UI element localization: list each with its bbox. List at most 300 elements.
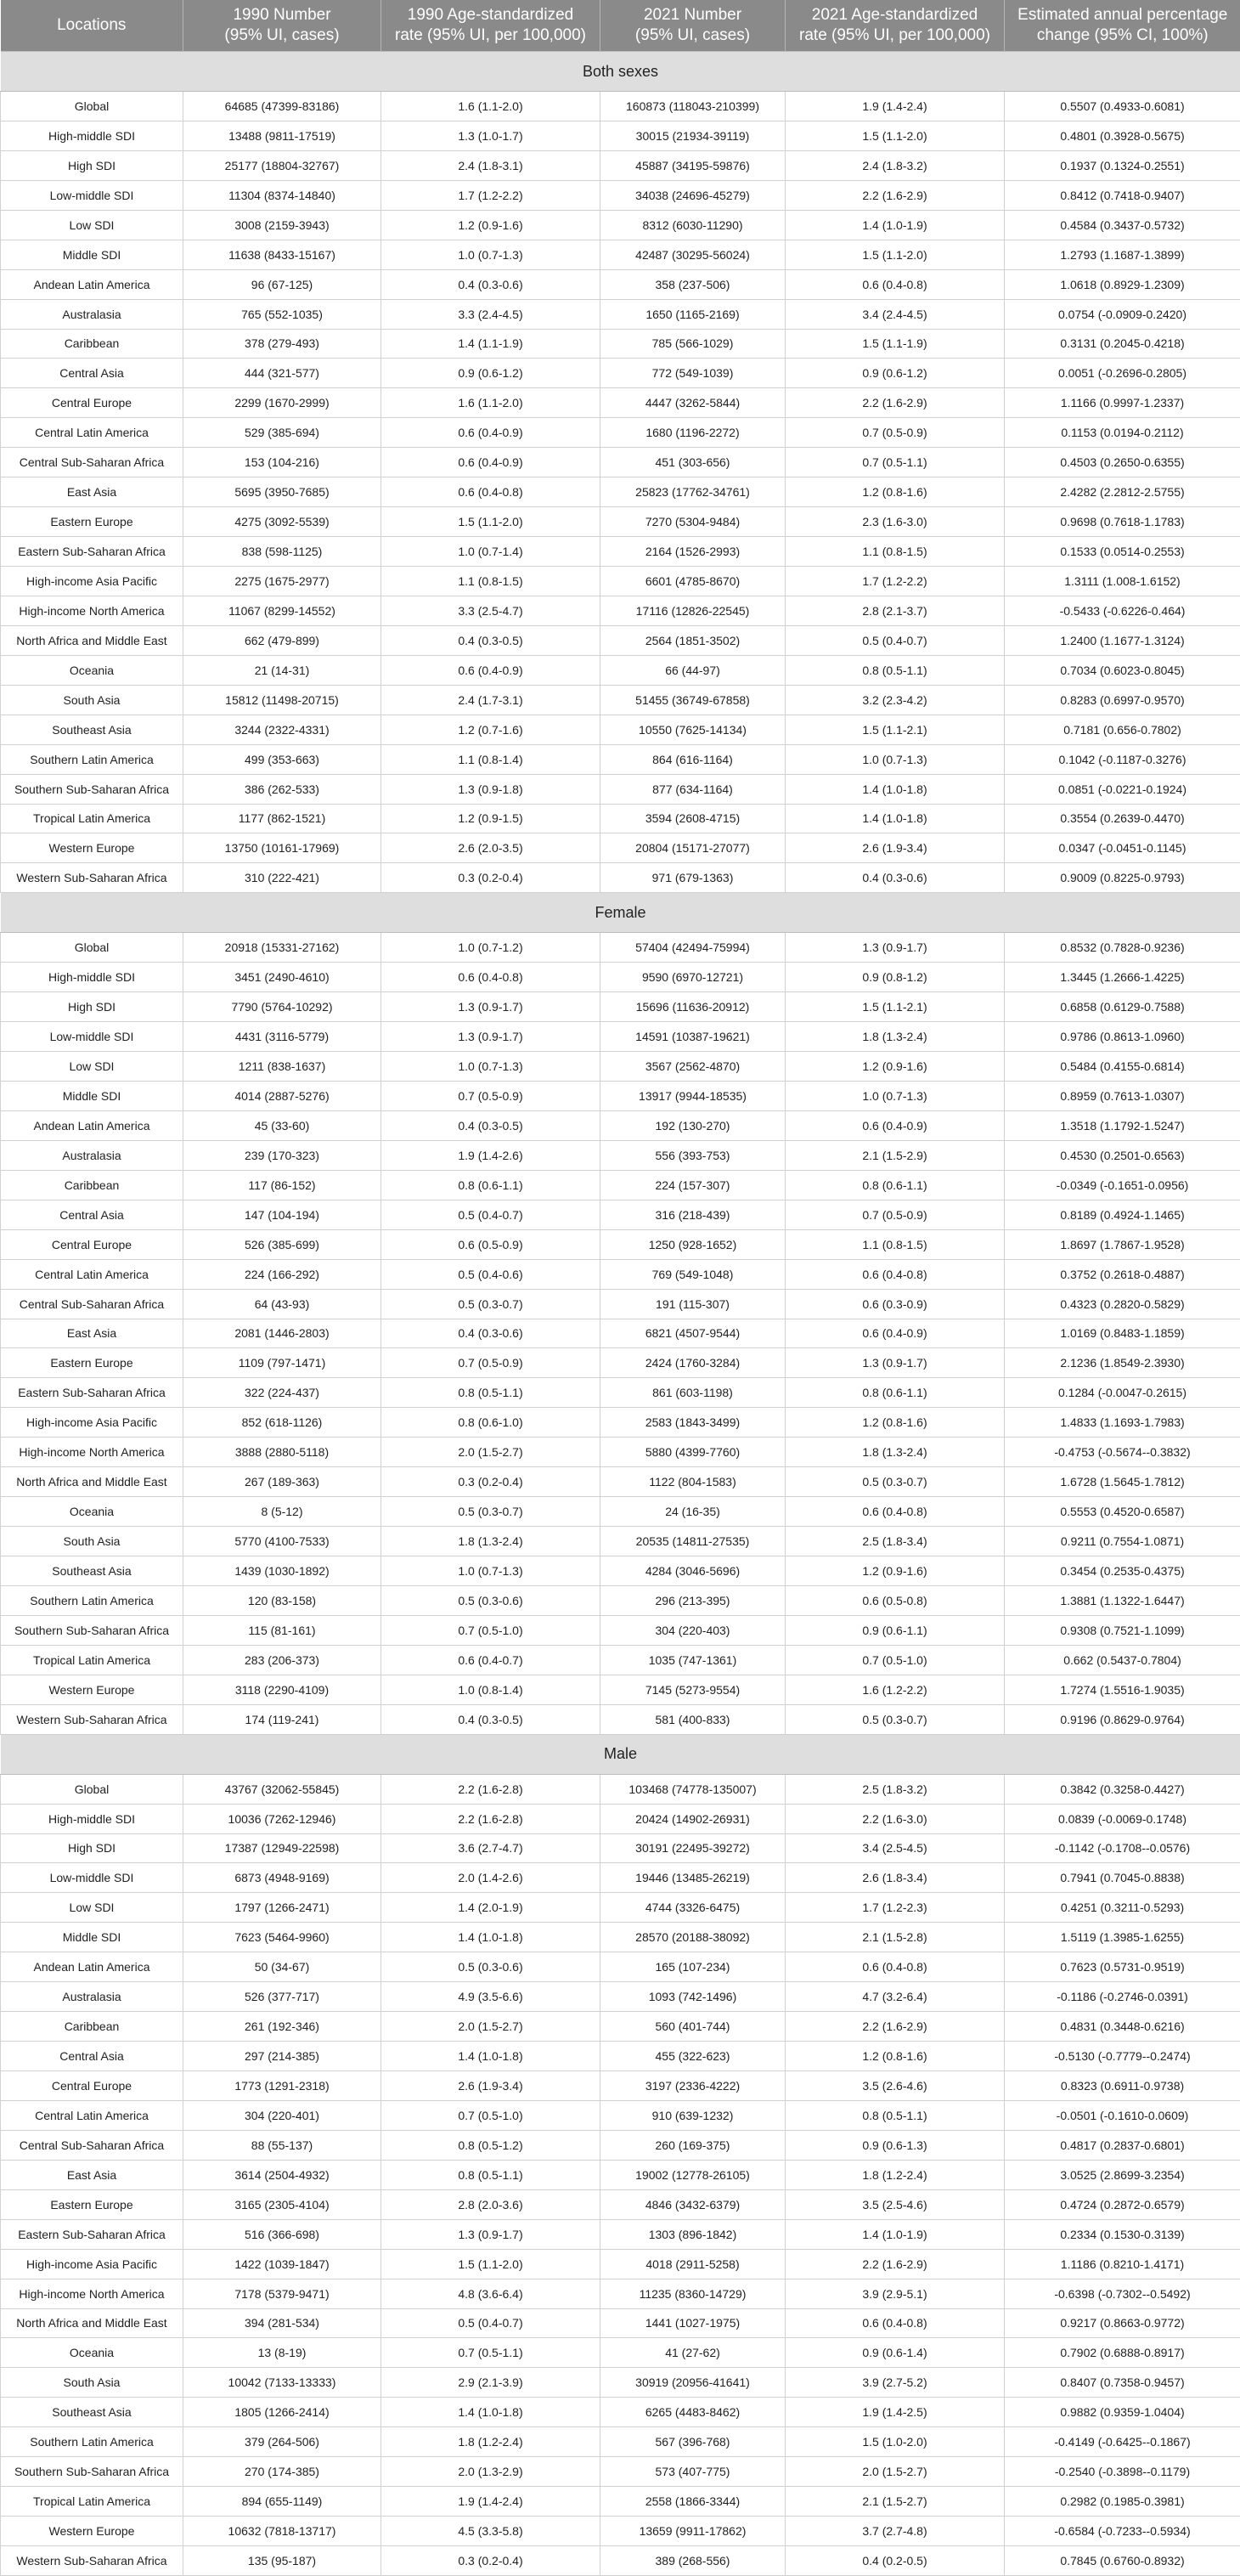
value-cell: 1.0 (0.7-1.3): [381, 1556, 600, 1586]
table-row: [1, 2517, 1240, 2546]
value-cell: -0.6584 (-0.7233--0.5934): [1005, 2517, 1240, 2546]
value-cell: 7790 (5764-10292): [183, 992, 381, 1022]
table-row: [1, 1645, 1240, 1675]
value-cell: 5770 (4100-7533): [183, 1527, 381, 1556]
location-cell: High-income Asia Pacific: [1, 1408, 183, 1438]
value-cell: 0.9 (0.6-1.2): [381, 359, 600, 388]
location-cell: Western Sub-Saharan Africa: [1, 2546, 183, 2576]
value-cell: 0.5 (0.4-0.7): [786, 625, 1005, 655]
location-cell: High-middle SDI: [1, 121, 183, 150]
value-cell: 10550 (7625-14134): [600, 715, 786, 744]
value-cell: 0.7623 (0.5731-0.9519): [1005, 1952, 1240, 1982]
table-row: [1, 2219, 1240, 2249]
value-cell: 0.3131 (0.2045-0.4218): [1005, 329, 1240, 359]
value-cell: 0.7 (0.5-1.0): [786, 1645, 1005, 1675]
header-line: rate (95% UI, per 100,000): [395, 26, 586, 44]
value-cell: 1.3 (1.0-1.7): [381, 121, 600, 150]
value-cell: 0.7902 (0.6888-0.8917): [1005, 2338, 1240, 2368]
table-row: [1, 1170, 1240, 1200]
value-cell: 1650 (1165-2169): [600, 299, 786, 329]
table-row: [1, 1615, 1240, 1645]
table-row: [1, 1289, 1240, 1319]
table-row: [1, 180, 1240, 210]
value-cell: 3.6 (2.7-4.7): [381, 1833, 600, 1863]
value-cell: 2.9 (2.1-3.9): [381, 2368, 600, 2398]
table-row: [1, 1833, 1240, 1863]
value-cell: 0.8 (0.6-1.0): [381, 1408, 600, 1438]
location-cell: Middle SDI: [1, 1923, 183, 1952]
header-line: 1990 Number: [233, 6, 330, 24]
value-cell: 0.9786 (0.8613-1.0960): [1005, 1022, 1240, 1052]
value-cell: 0.8 (0.5-1.1): [381, 1378, 600, 1408]
table-row: [1, 863, 1240, 893]
value-cell: 30919 (20956-41641): [600, 2368, 786, 2398]
table-row: [1, 2546, 1240, 2576]
location-cell: Central Sub-Saharan Africa: [1, 1289, 183, 1319]
value-cell: 3197 (2336-4222): [600, 2071, 786, 2101]
value-cell: 20424 (14902-26931): [600, 1804, 786, 1833]
table-row: [1, 1229, 1240, 1259]
value-cell: 838 (598-1125): [183, 537, 381, 567]
value-cell: 3614 (2504-4932): [183, 2160, 381, 2189]
value-cell: 3.9 (2.7-5.2): [786, 2368, 1005, 2398]
table-row: [1, 1259, 1240, 1289]
value-cell: 526 (377-717): [183, 1982, 381, 2012]
table-row: [1, 507, 1240, 537]
value-cell: 1.0 (0.7-1.3): [381, 240, 600, 269]
value-cell: 0.1937 (0.1324-0.2551): [1005, 150, 1240, 180]
location-cell: Low-middle SDI: [1, 180, 183, 210]
value-cell: 2.0 (1.3-2.9): [381, 2457, 600, 2487]
value-cell: 894 (655-1149): [183, 2487, 381, 2517]
location-cell: Andean Latin America: [1, 1952, 183, 1982]
location-cell: Western Sub-Saharan Africa: [1, 863, 183, 893]
value-cell: 10036 (7262-12946): [183, 1804, 381, 1833]
value-cell: 0.4584 (0.3437-0.5732): [1005, 210, 1240, 240]
value-cell: 2.2 (1.6-2.9): [786, 180, 1005, 210]
value-cell: 0.5 (0.4-0.7): [381, 1200, 600, 1229]
value-cell: 772 (549-1039): [600, 359, 786, 388]
location-cell: Southeast Asia: [1, 2398, 183, 2427]
value-cell: 322 (224-437): [183, 1378, 381, 1408]
value-cell: 2.6 (1.9-3.4): [381, 2071, 600, 2101]
value-cell: 0.5 (0.3-0.6): [381, 1585, 600, 1615]
value-cell: 0.9882 (0.9359-1.0404): [1005, 2398, 1240, 2427]
location-cell: North Africa and Middle East: [1, 1467, 183, 1497]
value-cell: 297 (214-385): [183, 2042, 381, 2071]
table-row: [1, 2338, 1240, 2368]
value-cell: 861 (603-1198): [600, 1378, 786, 1408]
location-cell: Central Europe: [1, 2071, 183, 2101]
location-cell: Eastern Sub-Saharan Africa: [1, 1378, 183, 1408]
value-cell: 0.2334 (0.1530-0.3139): [1005, 2219, 1240, 2249]
header-line: (95% UI, cases): [635, 26, 750, 44]
value-cell: 1122 (804-1583): [600, 1467, 786, 1497]
value-cell: 153 (104-216): [183, 448, 381, 477]
table-row: [1, 1110, 1240, 1140]
value-cell: 971 (679-1363): [600, 863, 786, 893]
value-cell: 0.5 (0.3-0.7): [786, 1704, 1005, 1734]
value-cell: 581 (400-833): [600, 1704, 786, 1734]
table-row: [1, 2100, 1240, 2130]
value-cell: 21 (14-31): [183, 655, 381, 685]
value-cell: 0.4 (0.3-0.6): [381, 269, 600, 299]
value-cell: 0.9211 (0.7554-1.0871): [1005, 1527, 1240, 1556]
location-cell: Low SDI: [1, 1052, 183, 1082]
value-cell: 1.5 (1.1-2.0): [786, 121, 1005, 150]
table-row: [1, 715, 1240, 744]
location-cell: Australasia: [1, 299, 183, 329]
value-cell: 0.6 (0.4-0.8): [786, 1497, 1005, 1527]
location-cell: Eastern Europe: [1, 2189, 183, 2219]
value-cell: 1.9 (1.4-2.4): [381, 2487, 600, 2517]
value-cell: 2164 (1526-2993): [600, 537, 786, 567]
value-cell: 0.6 (0.5-0.9): [381, 1229, 600, 1259]
value-cell: 2.4 (1.8-3.2): [786, 150, 1005, 180]
table-row: [1, 655, 1240, 685]
value-cell: 1.8697 (1.7867-1.9528): [1005, 1229, 1240, 1259]
value-cell: 2.6 (1.9-3.4): [786, 833, 1005, 863]
location-cell: Middle SDI: [1, 1082, 183, 1111]
location-cell: Central Asia: [1, 1200, 183, 1229]
table-row: [1, 92, 1240, 121]
value-cell: 394 (281-534): [183, 2308, 381, 2338]
table-row: [1, 2012, 1240, 2042]
location-cell: Oceania: [1, 2338, 183, 2368]
value-cell: 8 (5-12): [183, 1497, 381, 1527]
table-header: [1, 0, 1240, 52]
table-row: [1, 963, 1240, 992]
location-cell: North Africa and Middle East: [1, 625, 183, 655]
location-cell: Western Sub-Saharan Africa: [1, 1704, 183, 1734]
value-cell: 0.7034 (0.6023-0.8045): [1005, 655, 1240, 685]
header-line: 2021 Age-standardized: [812, 6, 978, 24]
value-cell: 1.7 (1.2-2.2): [381, 180, 600, 210]
value-cell: 1.3881 (1.1322-1.6447): [1005, 1585, 1240, 1615]
value-cell: 224 (166-292): [183, 1259, 381, 1289]
value-cell: -0.6398 (-0.7302--0.5492): [1005, 2279, 1240, 2308]
value-cell: 4744 (3326-6475): [600, 1893, 786, 1923]
header-2021-rate: [786, 0, 1005, 52]
value-cell: 0.8407 (0.7358-0.9457): [1005, 2368, 1240, 2398]
location-cell: Central Latin America: [1, 1259, 183, 1289]
location-cell: Southern Latin America: [1, 1585, 183, 1615]
location-cell: Southeast Asia: [1, 715, 183, 744]
value-cell: 0.4 (0.3-0.5): [381, 625, 600, 655]
value-cell: 1.6 (1.1-2.0): [381, 388, 600, 418]
value-cell: 1.3 (0.9-1.7): [381, 992, 600, 1022]
value-cell: 560 (401-744): [600, 2012, 786, 2042]
value-cell: 1.4 (1.0-1.9): [786, 210, 1005, 240]
value-cell: 785 (566-1029): [600, 329, 786, 359]
location-cell: Eastern Sub-Saharan Africa: [1, 2219, 183, 2249]
value-cell: 0.7 (0.5-1.0): [381, 2100, 600, 2130]
value-cell: 529 (385-694): [183, 418, 381, 448]
value-cell: 25823 (17762-34761): [600, 477, 786, 507]
value-cell: 0.4 (0.3-0.6): [786, 863, 1005, 893]
table-row: [1, 804, 1240, 833]
value-cell: 0.7 (0.5-1.0): [381, 1615, 600, 1645]
value-cell: 0.5 (0.4-0.6): [381, 1259, 600, 1289]
value-cell: 2.2 (1.6-2.8): [381, 1774, 600, 1804]
value-cell: 1.8 (1.3-2.4): [786, 1022, 1005, 1052]
value-cell: 4284 (3046-5696): [600, 1556, 786, 1586]
value-cell: 3.3 (2.4-4.5): [381, 299, 600, 329]
value-cell: 1.8 (1.3-2.4): [786, 1438, 1005, 1467]
location-cell: Caribbean: [1, 2012, 183, 2042]
table-row: [1, 2427, 1240, 2457]
value-cell: 1.9 (1.4-2.4): [786, 92, 1005, 121]
value-cell: 4.9 (3.5-6.6): [381, 1982, 600, 2012]
value-cell: 9590 (6970-12721): [600, 963, 786, 992]
value-cell: 0.9 (0.6-1.1): [786, 1615, 1005, 1645]
value-cell: 20535 (14811-27535): [600, 1527, 786, 1556]
value-cell: 1.0 (0.7-1.3): [786, 744, 1005, 774]
table-row: [1, 1527, 1240, 1556]
value-cell: 1773 (1291-2318): [183, 2071, 381, 2101]
value-cell: 1.8 (1.2-2.4): [786, 2160, 1005, 2189]
value-cell: 3.0525 (2.8699-3.2354): [1005, 2160, 1240, 2189]
table-row: [1, 388, 1240, 418]
value-cell: 0.8532 (0.7828-0.9236): [1005, 933, 1240, 963]
table-row: [1, 150, 1240, 180]
value-cell: 0.9 (0.8-1.2): [786, 963, 1005, 992]
section-title: Male: [1, 1734, 1240, 1774]
value-cell: 765 (552-1035): [183, 299, 381, 329]
value-cell: 6821 (4507-9544): [600, 1319, 786, 1348]
value-cell: 0.6 (0.4-0.9): [381, 448, 600, 477]
value-cell: 1.3 (0.9-1.7): [381, 1022, 600, 1052]
value-cell: 45 (33-60): [183, 1110, 381, 1140]
location-cell: High-income Asia Pacific: [1, 2249, 183, 2279]
value-cell: 3118 (2290-4109): [183, 1675, 381, 1704]
header-eapc: [1005, 0, 1240, 52]
value-cell: 1.4 (1.1-1.9): [381, 329, 600, 359]
value-cell: 1.2 (0.7-1.6): [381, 715, 600, 744]
table-row: [1, 774, 1240, 804]
table-row: [1, 2368, 1240, 2398]
table-row: [1, 2308, 1240, 2338]
table-row: [1, 1022, 1240, 1052]
value-cell: 1.2400 (1.1677-1.3124): [1005, 625, 1240, 655]
value-cell: 17116 (12826-22545): [600, 596, 786, 625]
value-cell: 20918 (15331-27162): [183, 933, 381, 963]
value-cell: 0.3554 (0.2639-0.4470): [1005, 804, 1240, 833]
value-cell: 910 (639-1232): [600, 2100, 786, 2130]
value-cell: 1.8 (1.2-2.4): [381, 2427, 600, 2457]
value-cell: 4.8 (3.6-6.4): [381, 2279, 600, 2308]
value-cell: 117 (86-152): [183, 1170, 381, 1200]
table-row: [1, 992, 1240, 1022]
value-cell: 3165 (2305-4104): [183, 2189, 381, 2219]
header-line: change (95% CI, 100%): [1037, 26, 1209, 44]
value-cell: 304 (220-401): [183, 2100, 381, 2130]
value-cell: 444 (321-577): [183, 359, 381, 388]
value-cell: 239 (170-323): [183, 1140, 381, 1170]
value-cell: 0.1533 (0.0514-0.2553): [1005, 537, 1240, 567]
value-cell: 0.8959 (0.7613-1.0307): [1005, 1082, 1240, 1111]
value-cell: 1.3 (0.9-1.7): [381, 2219, 600, 2249]
value-cell: 1093 (742-1496): [600, 1982, 786, 2012]
value-cell: 3.7 (2.7-4.8): [786, 2517, 1005, 2546]
value-cell: 0.5 (0.4-0.7): [381, 2308, 600, 2338]
value-cell: 1.7274 (1.5516-1.9035): [1005, 1675, 1240, 1704]
location-cell: Southern Sub-Saharan Africa: [1, 1615, 183, 1645]
value-cell: -0.2540 (-0.3898--0.1179): [1005, 2457, 1240, 2487]
value-cell: 2.4282 (2.2812-2.5755): [1005, 477, 1240, 507]
value-cell: 0.4530 (0.2501-0.6563): [1005, 1140, 1240, 1170]
section-header-row: [1, 1734, 1240, 1774]
value-cell: 13659 (9911-17862): [600, 2517, 786, 2546]
location-cell: Eastern Europe: [1, 1348, 183, 1378]
value-cell: 15812 (11498-20715): [183, 685, 381, 715]
value-cell: 0.8 (0.5-1.1): [786, 2100, 1005, 2130]
value-cell: 13 (8-19): [183, 2338, 381, 2368]
value-cell: 1.6 (1.2-2.2): [786, 1675, 1005, 1704]
value-cell: 0.8 (0.5-1.2): [381, 2130, 600, 2160]
value-cell: 2.6 (1.8-3.4): [786, 1863, 1005, 1893]
value-cell: 3.5 (2.5-4.6): [786, 2189, 1005, 2219]
value-cell: 20804 (15171-27077): [600, 833, 786, 863]
value-cell: 0.5 (0.3-0.7): [381, 1289, 600, 1319]
value-cell: 1.0 (0.7-1.4): [381, 537, 600, 567]
value-cell: 0.6 (0.4-0.8): [786, 1952, 1005, 1982]
location-cell: North Africa and Middle East: [1, 2308, 183, 2338]
value-cell: 5880 (4399-7760): [600, 1438, 786, 1467]
table-row: [1, 1200, 1240, 1229]
value-cell: 1.6728 (1.5645-1.7812): [1005, 1467, 1240, 1497]
value-cell: 0.4503 (0.2650-0.6355): [1005, 448, 1240, 477]
location-cell: Southern Sub-Saharan Africa: [1, 774, 183, 804]
location-cell: Caribbean: [1, 1170, 183, 1200]
value-cell: 1.2 (0.8-1.6): [786, 1408, 1005, 1438]
value-cell: 1.1 (0.8-1.4): [381, 744, 600, 774]
value-cell: 0.0347 (-0.0451-0.1145): [1005, 833, 1240, 863]
value-cell: 0.6 (0.4-0.9): [786, 1110, 1005, 1140]
table-row: [1, 1893, 1240, 1923]
value-cell: 2.4 (1.8-3.1): [381, 150, 600, 180]
location-cell: Central Asia: [1, 359, 183, 388]
value-cell: 4018 (2911-5258): [600, 2249, 786, 2279]
value-cell: 6601 (4785-8670): [600, 567, 786, 596]
value-cell: 0.2982 (0.1985-0.3981): [1005, 2487, 1240, 2517]
value-cell: 19446 (13485-26219): [600, 1863, 786, 1893]
table-row: [1, 537, 1240, 567]
table-row: [1, 2042, 1240, 2071]
table-row: [1, 1438, 1240, 1467]
value-cell: 0.6 (0.4-0.8): [786, 1259, 1005, 1289]
value-cell: 1250 (928-1652): [600, 1229, 786, 1259]
value-cell: 1.5 (1.1-2.1): [786, 715, 1005, 744]
location-cell: Southern Sub-Saharan Africa: [1, 2457, 183, 2487]
value-cell: 389 (268-556): [600, 2546, 786, 2576]
value-cell: 14591 (10387-19621): [600, 1022, 786, 1052]
value-cell: 3567 (2562-4870): [600, 1052, 786, 1082]
value-cell: 1.2 (0.9-1.5): [381, 804, 600, 833]
location-cell: East Asia: [1, 477, 183, 507]
value-cell: 64685 (47399-83186): [183, 92, 381, 121]
table-row: [1, 1675, 1240, 1704]
value-cell: 28570 (20188-38092): [600, 1923, 786, 1952]
value-cell: 1.3445 (1.2666-1.4225): [1005, 963, 1240, 992]
value-cell: 0.8283 (0.6997-0.9570): [1005, 685, 1240, 715]
value-cell: 455 (322-623): [600, 2042, 786, 2071]
table-row: [1, 418, 1240, 448]
value-cell: 0.7 (0.5-0.9): [786, 418, 1005, 448]
value-cell: 30015 (21934-39119): [600, 121, 786, 150]
location-cell: Andean Latin America: [1, 1110, 183, 1140]
value-cell: 662 (479-899): [183, 625, 381, 655]
value-cell: 451 (303-656): [600, 448, 786, 477]
value-cell: -0.1142 (-0.1708--0.0576): [1005, 1833, 1240, 1863]
table-row: [1, 1348, 1240, 1378]
header-line: Estimated annual percentage: [1017, 6, 1227, 24]
location-cell: Global: [1, 1774, 183, 1804]
value-cell: 0.6858 (0.6129-0.7588): [1005, 992, 1240, 1022]
value-cell: 7145 (5273-9554): [600, 1675, 786, 1704]
value-cell: 0.4801 (0.3928-0.5675): [1005, 121, 1240, 150]
value-cell: 0.0839 (-0.0069-0.1748): [1005, 1804, 1240, 1833]
value-cell: 0.9009 (0.8225-0.9793): [1005, 863, 1240, 893]
value-cell: 2.0 (1.4-2.6): [381, 1863, 600, 1893]
value-cell: 3594 (2608-4715): [600, 804, 786, 833]
value-cell: 7178 (5379-9471): [183, 2279, 381, 2308]
value-cell: 1.4 (1.0-1.8): [381, 2398, 600, 2427]
value-cell: -0.1186 (-0.2746-0.0391): [1005, 1982, 1240, 2012]
location-cell: Tropical Latin America: [1, 804, 183, 833]
value-cell: 1.3518 (1.1792-1.5247): [1005, 1110, 1240, 1140]
value-cell: 1.3 (0.9-1.7): [786, 1348, 1005, 1378]
value-cell: 147 (104-194): [183, 1200, 381, 1229]
value-cell: 2.2 (1.6-2.9): [786, 2012, 1005, 2042]
header-locations: [1, 0, 183, 52]
value-cell: 19002 (12778-26105): [600, 2160, 786, 2189]
value-cell: 1.5 (1.1-2.0): [381, 2249, 600, 2279]
table-row: [1, 2487, 1240, 2517]
value-cell: 1.4 (2.0-1.9): [381, 1893, 600, 1923]
value-cell: 1.7 (1.2-2.2): [786, 567, 1005, 596]
value-cell: 224 (157-307): [600, 1170, 786, 1200]
table-row: [1, 1140, 1240, 1170]
location-cell: High SDI: [1, 150, 183, 180]
value-cell: 1.3 (0.9-1.7): [786, 933, 1005, 963]
value-cell: 0.6 (0.3-0.9): [786, 1289, 1005, 1319]
value-cell: 41 (27-62): [600, 2338, 786, 2368]
value-cell: 0.1042 (-0.1187-0.3276): [1005, 744, 1240, 774]
location-cell: Australasia: [1, 1140, 183, 1170]
value-cell: 11304 (8374-14840): [183, 180, 381, 210]
value-cell: 310 (222-421): [183, 863, 381, 893]
table-row: [1, 1082, 1240, 1111]
value-cell: 4014 (2887-5276): [183, 1082, 381, 1111]
value-cell: 316 (218-439): [600, 1200, 786, 1229]
value-cell: 4846 (3432-6379): [600, 2189, 786, 2219]
value-cell: 1.2 (0.8-1.6): [786, 2042, 1005, 2071]
value-cell: 0.9196 (0.8629-0.9764): [1005, 1704, 1240, 1734]
location-cell: High SDI: [1, 992, 183, 1022]
value-cell: 13488 (9811-17519): [183, 121, 381, 150]
value-cell: 526 (385-699): [183, 1229, 381, 1259]
table-row: [1, 833, 1240, 863]
location-cell: Southern Latin America: [1, 2427, 183, 2457]
table-row: [1, 1952, 1240, 1982]
value-cell: 1.3 (0.9-1.8): [381, 774, 600, 804]
value-cell: 1.5 (1.1-2.1): [786, 992, 1005, 1022]
value-cell: 1035 (747-1361): [600, 1645, 786, 1675]
value-cell: 0.7 (0.5-1.1): [786, 448, 1005, 477]
table-row: [1, 1585, 1240, 1615]
value-cell: 11638 (8433-15167): [183, 240, 381, 269]
